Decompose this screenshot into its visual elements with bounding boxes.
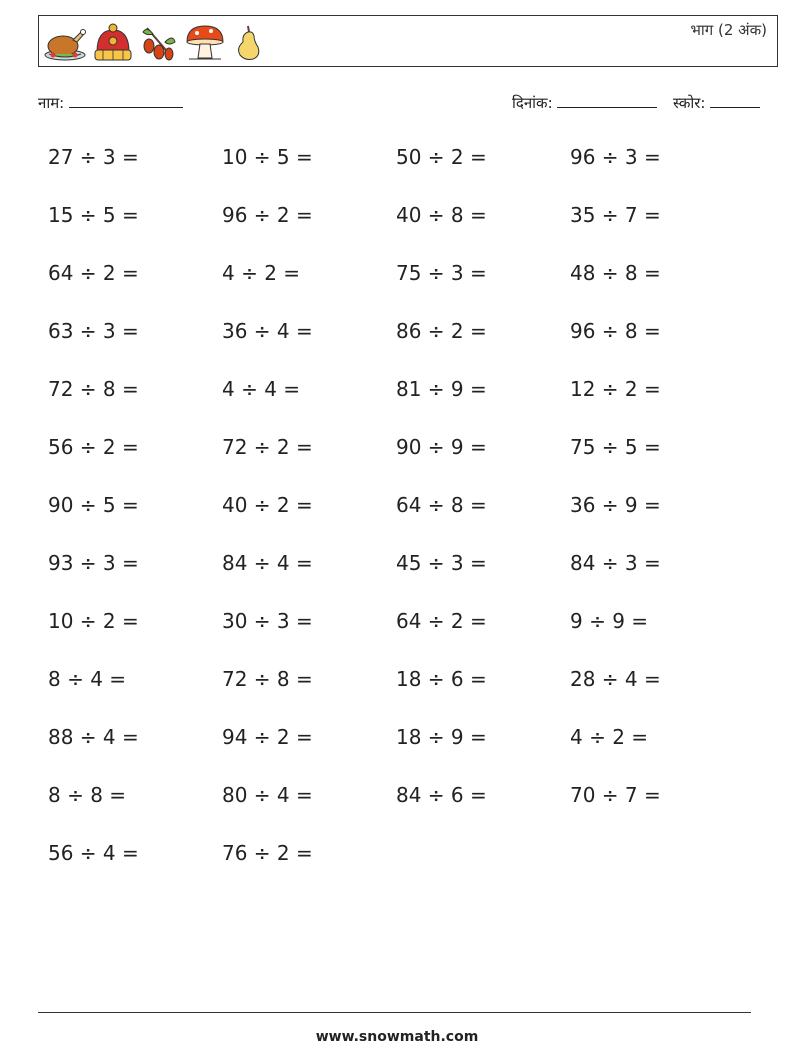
division-problem: 35 ÷ 7 = <box>570 203 661 227</box>
division-problem: 9 ÷ 9 = <box>570 609 649 633</box>
problem-row <box>48 841 748 899</box>
problem-row <box>48 783 748 841</box>
division-problem: 72 ÷ 2 = <box>222 435 313 459</box>
division-problem: 18 ÷ 6 = <box>396 667 487 691</box>
name-label: नाम: <box>38 94 65 112</box>
division-problem: 70 ÷ 7 = <box>570 783 661 807</box>
division-problem: 64 ÷ 2 = <box>48 261 139 285</box>
problem-row <box>48 609 748 667</box>
division-problem: 96 ÷ 2 = <box>222 203 313 227</box>
division-problem: 88 ÷ 4 = <box>48 725 139 749</box>
division-problem: 50 ÷ 2 = <box>396 145 487 169</box>
division-problem: 75 ÷ 5 = <box>570 435 661 459</box>
problem-row <box>48 145 748 203</box>
division-problem: 90 ÷ 9 = <box>396 435 487 459</box>
division-problem: 75 ÷ 3 = <box>396 261 487 285</box>
problem-row <box>48 667 748 725</box>
knit-hat-icon <box>91 22 135 62</box>
footer-url: www.snowmath.com <box>315 1029 479 1045</box>
division-problem: 81 ÷ 9 = <box>396 377 487 401</box>
division-problem: 56 ÷ 4 = <box>48 841 139 865</box>
date-blank[interactable] <box>557 93 657 108</box>
division-problem: 30 ÷ 3 = <box>222 609 313 633</box>
name-field <box>38 93 183 113</box>
division-problem: 10 ÷ 2 = <box>48 609 139 633</box>
division-problem: 4 ÷ 4 = <box>222 377 301 401</box>
division-problem: 80 ÷ 4 = <box>222 783 313 807</box>
problem-row <box>48 725 748 783</box>
division-problem: 8 ÷ 8 = <box>48 783 127 807</box>
score-blank[interactable] <box>710 93 760 108</box>
division-problem: 84 ÷ 6 = <box>396 783 487 807</box>
problem-row <box>48 261 748 319</box>
division-problem: 36 ÷ 9 = <box>570 493 661 517</box>
problem-row <box>48 551 748 609</box>
division-problem: 15 ÷ 5 = <box>48 203 139 227</box>
division-problem <box>396 841 570 899</box>
footer-divider <box>38 1012 751 1013</box>
name-blank[interactable] <box>69 93 183 108</box>
header-icons <box>43 20 265 64</box>
sheet-title: भाग (2 अंक) <box>690 21 767 39</box>
problem-row <box>48 319 748 377</box>
date-score-field <box>512 93 760 113</box>
problem-row <box>48 493 748 551</box>
division-problem: 84 ÷ 4 = <box>222 551 313 575</box>
division-problem <box>570 841 744 899</box>
division-problem: 18 ÷ 9 = <box>396 725 487 749</box>
division-problem: 4 ÷ 2 = <box>570 725 649 749</box>
division-problem: 72 ÷ 8 = <box>222 667 313 691</box>
division-problem: 12 ÷ 2 = <box>570 377 661 401</box>
problem-row <box>48 435 748 493</box>
division-problem: 10 ÷ 5 = <box>222 145 313 169</box>
division-problem: 56 ÷ 2 = <box>48 435 139 459</box>
division-problem: 36 ÷ 4 = <box>222 319 313 343</box>
score-label: स्कोर: <box>672 94 706 112</box>
problem-row <box>48 377 748 435</box>
division-problem: 86 ÷ 2 = <box>396 319 487 343</box>
problem-row <box>48 203 748 261</box>
division-problem: 96 ÷ 8 = <box>570 319 661 343</box>
division-problem: 48 ÷ 8 = <box>570 261 661 285</box>
pear-icon <box>231 22 265 62</box>
division-problem: 45 ÷ 3 = <box>396 551 487 575</box>
division-problem: 96 ÷ 3 = <box>570 145 661 169</box>
division-problem: 64 ÷ 2 = <box>396 609 487 633</box>
division-problem: 64 ÷ 8 = <box>396 493 487 517</box>
division-problem: 28 ÷ 4 = <box>570 667 661 691</box>
worksheet-header <box>38 15 778 67</box>
date-label: दिनांक: <box>512 94 553 112</box>
roast-turkey-icon <box>43 22 87 62</box>
mushroom-icon <box>183 22 227 62</box>
division-problem: 76 ÷ 2 = <box>222 841 313 865</box>
division-problem: 40 ÷ 2 = <box>222 493 313 517</box>
division-problem: 4 ÷ 2 = <box>222 261 301 285</box>
division-problem: 63 ÷ 3 = <box>48 319 139 343</box>
rosehip-berries-icon <box>139 22 179 62</box>
problem-grid <box>48 145 748 899</box>
division-problem: 90 ÷ 5 = <box>48 493 139 517</box>
division-problem: 72 ÷ 8 = <box>48 377 139 401</box>
division-problem: 40 ÷ 8 = <box>396 203 487 227</box>
division-problem: 8 ÷ 4 = <box>48 667 127 691</box>
division-problem: 94 ÷ 2 = <box>222 725 313 749</box>
division-problem: 93 ÷ 3 = <box>48 551 139 575</box>
division-problem: 27 ÷ 3 = <box>48 145 139 169</box>
division-problem: 84 ÷ 3 = <box>570 551 661 575</box>
